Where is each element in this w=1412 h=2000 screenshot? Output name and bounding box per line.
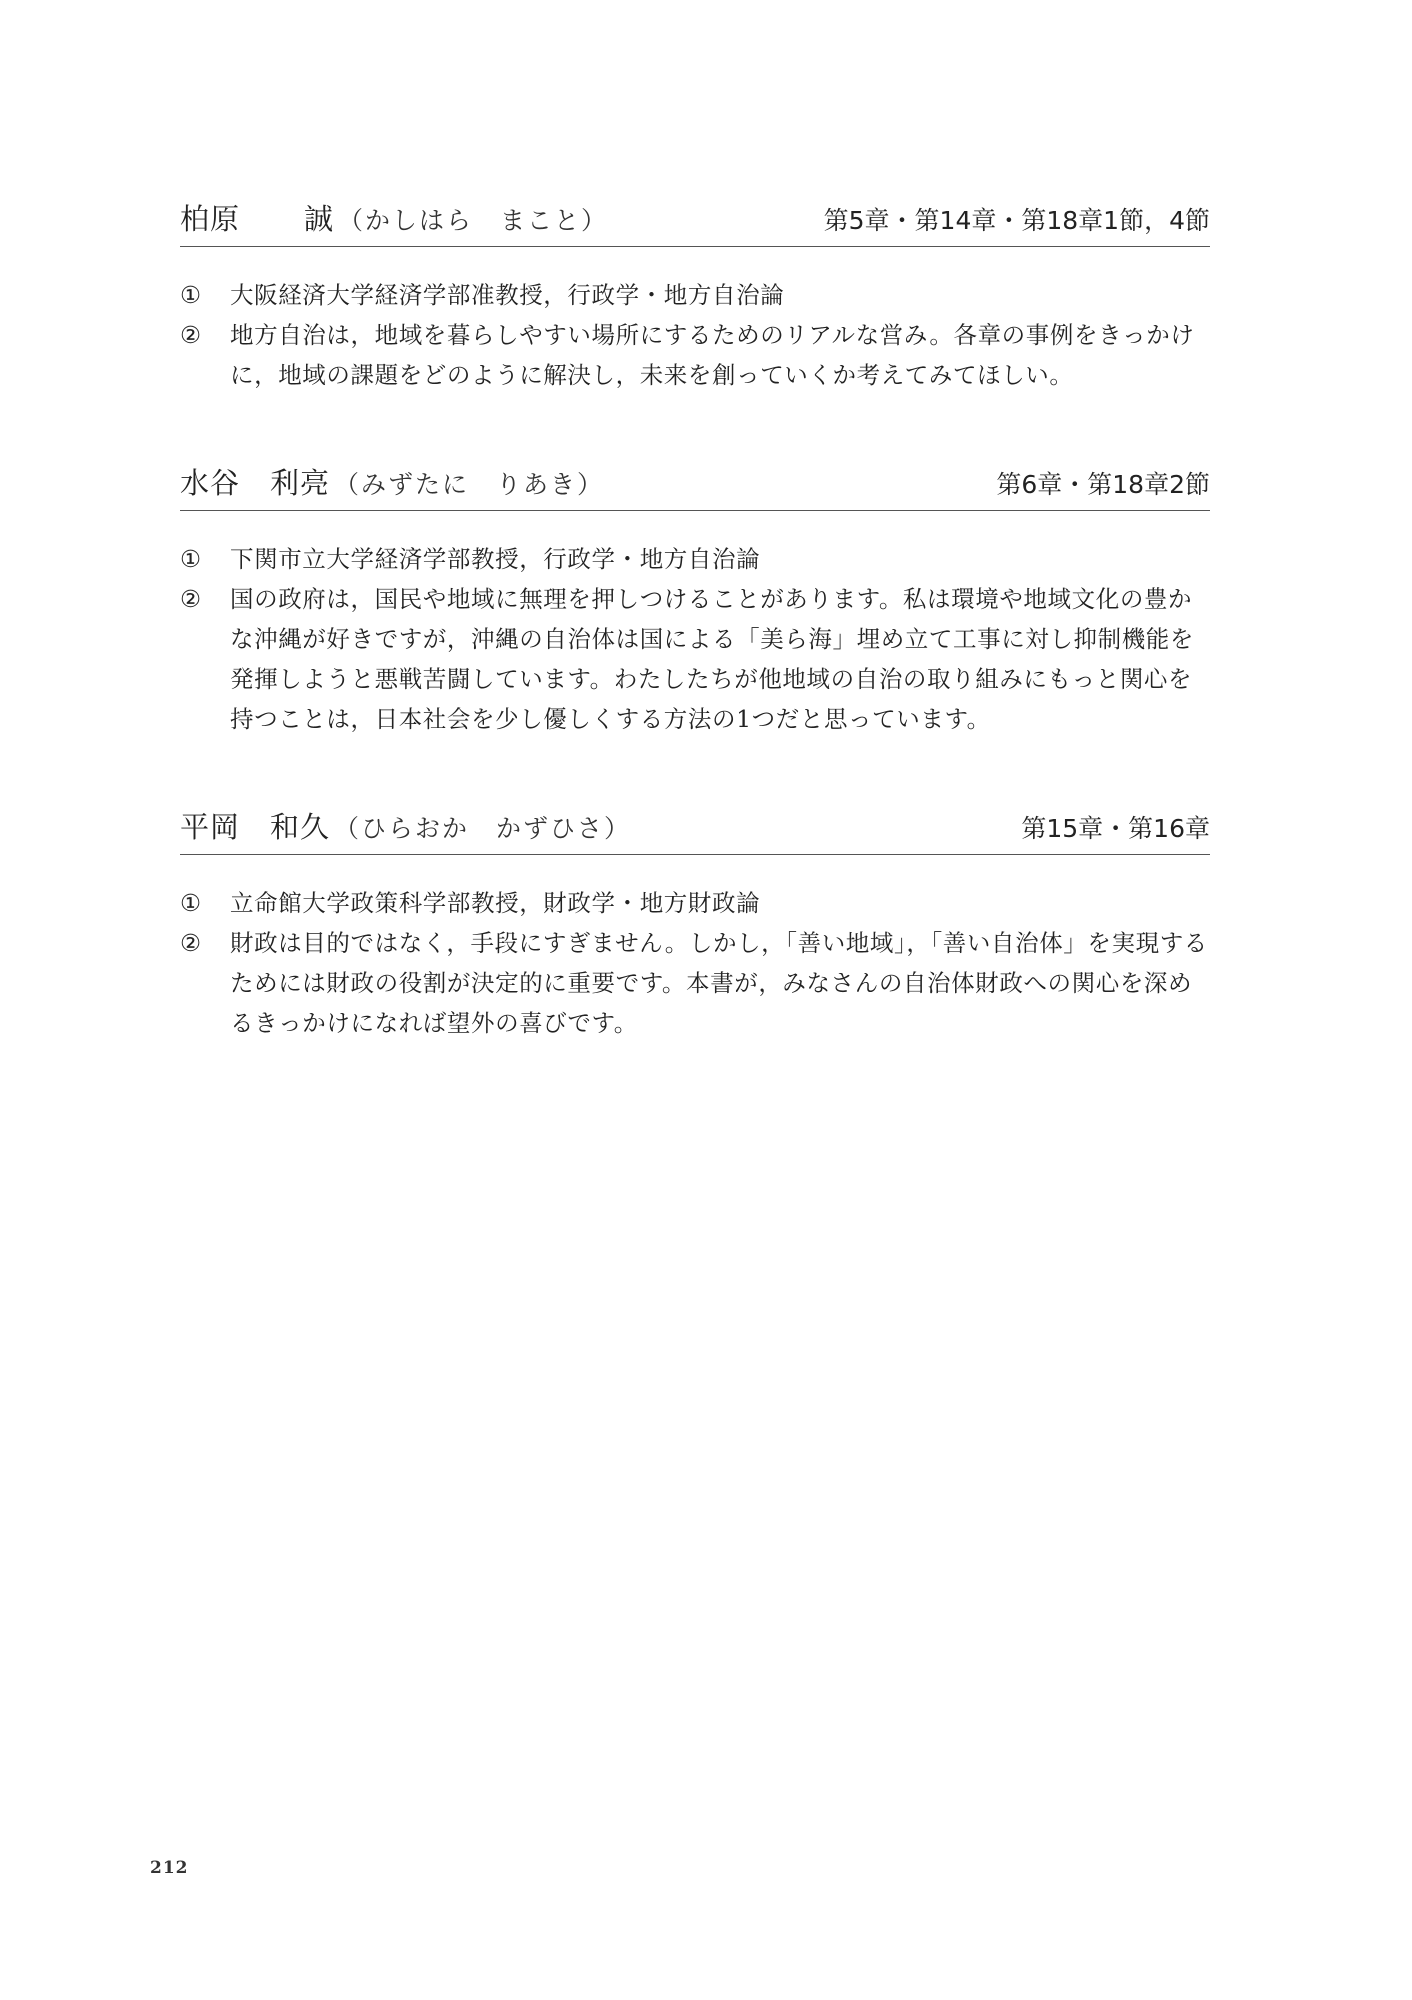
author-message [180, 923, 1210, 1043]
item-marker: ② [180, 929, 202, 957]
page-number: 212 [150, 1858, 189, 1878]
item-marker: ① [180, 889, 202, 917]
author-header [180, 196, 1210, 247]
author-affiliation [180, 275, 1210, 315]
author-details [180, 883, 1210, 1043]
item-marker: ① [180, 545, 202, 573]
author-name-reading: （みずたに りあき） [334, 470, 605, 499]
author-chapters: 第5章・第14章・第18章1節，4節 [823, 206, 1210, 235]
author-details [180, 275, 1210, 395]
message-text: 地方自治は，地域を暮らしやすい場所にするためのリアルな営み。各章の事例をきっかけに，地域の課題をどのように解決し，未来を創っていくか考えてみてほしい。 [230, 321, 1195, 389]
author-header [180, 460, 1210, 511]
affiliation-text: 立命館大学政策科学部教授，財政学・地方財政論 [230, 889, 761, 917]
author-given-name: 利亮 [270, 466, 331, 500]
author-chapters: 第15章・第16章 [1021, 814, 1210, 843]
author-message [180, 579, 1210, 739]
item-marker: ② [180, 321, 202, 349]
author-details [180, 539, 1210, 739]
author-family-name: 平岡 [180, 810, 241, 844]
author-given-name: 和久 [270, 810, 331, 844]
author-name [180, 461, 604, 502]
affiliation-text: 大阪経済大学経済学部准教授，行政学・地方自治論 [230, 281, 785, 309]
item-marker: ② [180, 585, 202, 613]
author-name [180, 805, 631, 846]
author-family-name: 水谷 [180, 466, 241, 500]
author-given-name: 誠 [304, 202, 335, 236]
message-text: 国の政府は，国民や地域に無理を押しつけることがあります。私は環境や地域文化の豊かな沖縄が好きですが，沖縄の自治体は国による「美ら海」埋め立て工事に対し抑制機能を発揮しようと悪戦苦闘しています。わたしたちが他地域の自治の取り組みにもっと関心を持つことは，日本社会を少し優しくする方法の1つだと思っています。 [230, 585, 1194, 733]
author-entry-kashihara [180, 196, 1210, 395]
author-family-name: 柏原 [180, 202, 241, 236]
author-chapters: 第6章・第18章2節 [996, 470, 1210, 499]
author-name-reading: （かしはら まこと） [338, 206, 609, 235]
author-entry-hiraoka [180, 804, 1210, 1043]
author-header [180, 804, 1210, 855]
message-text: 財政は目的ではなく，手段にすぎません。しかし，「善い地域」，「善い自治体」を実現するためには財政の役割が決定的に重要です。本書が，みなさんの自治体財政への関心を深めるきっかけになれば望外の喜びです。 [230, 929, 1208, 1037]
author-affiliation [180, 539, 1210, 579]
affiliation-text: 下関市立大学経済学部教授，行政学・地方自治論 [230, 545, 761, 573]
author-name-reading: （ひらおか かずひさ） [334, 814, 632, 843]
author-message [180, 315, 1210, 395]
author-name [180, 197, 608, 238]
author-entry-mizutani [180, 460, 1210, 739]
item-marker: ① [180, 281, 202, 309]
author-affiliation [180, 883, 1210, 923]
